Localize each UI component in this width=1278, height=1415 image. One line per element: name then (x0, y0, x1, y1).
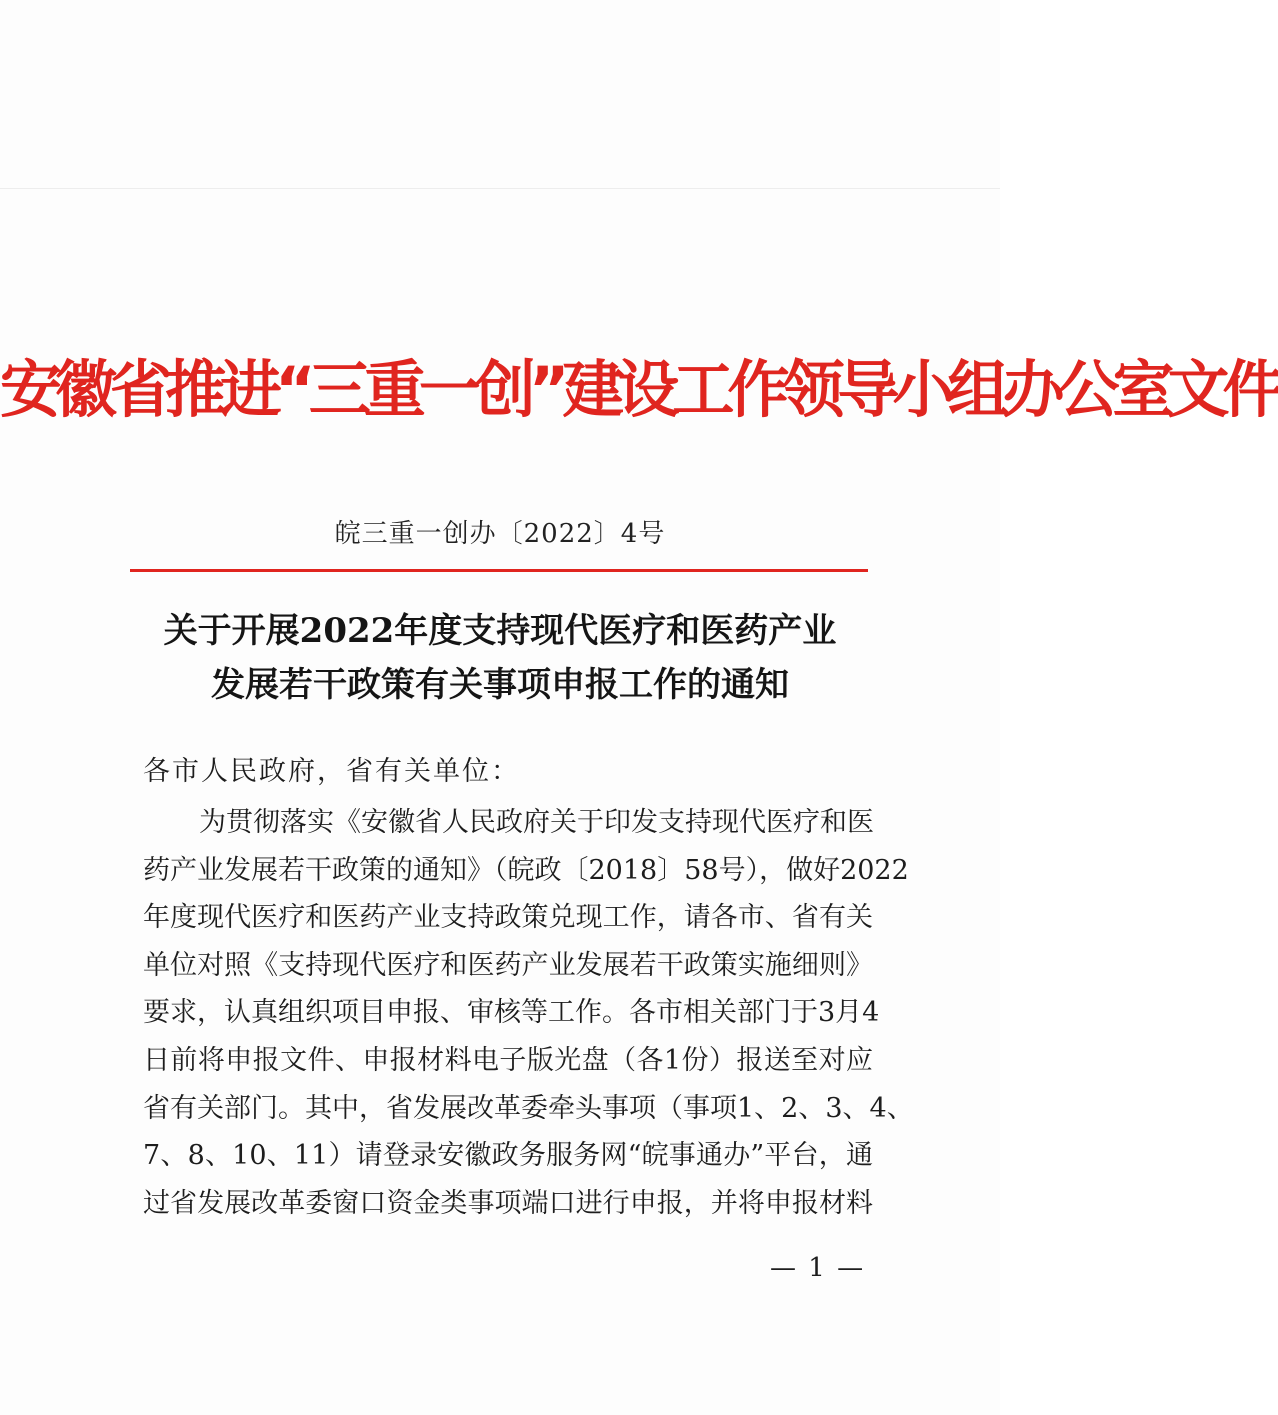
page-number: — 1 — (770, 1253, 866, 1283)
body-text (143, 799, 914, 1227)
body-line: 过省发展改革委窗口资金类事项端口进行申报，并将申报材料 (143, 1187, 873, 1219)
body-line: 要求，认真组织项目申报、审核等工作。各市相关部门于3月4 (143, 997, 880, 1029)
body-line: 日前将申报文件、申报材料电子版光盘（各1份）报送至对应 (143, 1044, 873, 1076)
document-number: 皖三重一创办〔2022〕4号 (334, 519, 666, 549)
issuer-red-header: 安徽省推进“三重一创”建设工作领导小组办公室文件 (0, 353, 1278, 426)
document-title-line-1: 关于开展2022年度支持现代医疗和医药产业 (163, 611, 837, 651)
body-line: 省有关部门。其中，省发展改革委牵头事项（事项1、2、3、4、 (143, 1092, 914, 1124)
scan-fold-line (0, 188, 1000, 189)
red-separator-line (130, 569, 868, 572)
body-line: 7、8、10、11）请登录安徽政务服务网“皖事通办”平台，通 (143, 1140, 873, 1172)
document-title (0, 604, 1000, 712)
body-line: 为贯彻落实《安徽省人民政府关于印发支持现代医疗和医 (199, 807, 874, 838)
addressee-line: 各市人民政府，省有关单位： (143, 756, 520, 787)
body-line: 单位对照《支持现代医疗和医药产业发展若干政策实施细则》 (143, 949, 873, 981)
body-line: 年度现代医疗和医药产业支持政策兑现工作，请各市、省有关 (143, 902, 873, 934)
document-title-line-2: 发展若干政策有关事项申报工作的通知 (211, 665, 789, 705)
body-line: 药产业发展若干政策的通知》（皖政〔2018〕58号），做好2022 (143, 854, 909, 886)
